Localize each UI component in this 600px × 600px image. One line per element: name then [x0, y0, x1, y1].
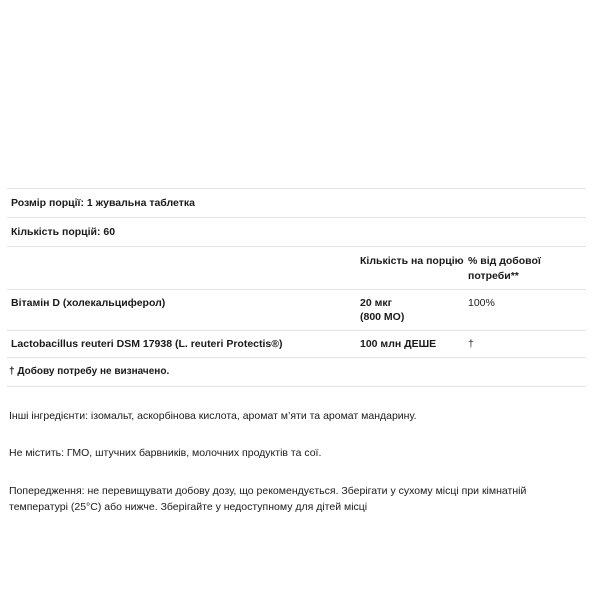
top-spacer: [0, 0, 600, 188]
free-from-text: Не містить: ГМО, штучних барвників, молочних продуктів та сої.: [9, 447, 322, 460]
nutrient-amount-lactobacillus-reuteri: 100 млн ДЕШЕ: [360, 338, 437, 351]
other-ingredients-text: Інші інгредієнти: ізомальт, аскорбінова кислота, аромат м’яти та аромат мандарину.: [9, 409, 417, 422]
table-header-row: [0, 247, 600, 288]
nutrient-amount-vitamin-d-secondary: (800 МО): [360, 310, 405, 323]
nutrient-name-lactobacillus-reuteri: Lactobacillus reuteri DSM 17938 (L. reuteri Protectis®): [11, 338, 283, 351]
nutrient-amount-vitamin-d: [360, 296, 468, 324]
table-header-amount-per-serving: Кількість на порцію: [360, 255, 464, 268]
divider-below-footnote: [7, 386, 586, 387]
servings-per-container-row: Кількість порцій: 60: [11, 226, 116, 239]
nutrient-daily-value-lactobacillus-reuteri: †: [468, 338, 474, 351]
table-header-daily-value: % від добової потреби**: [468, 255, 541, 282]
table-row: [0, 290, 600, 330]
nutrient-amount-vitamin-d-primary: 20 мкг: [360, 296, 392, 309]
nutrient-name-vitamin-d: Вітамін D (холекальциферол): [11, 296, 166, 309]
serving-size-row: Розмір порції: 1 жувальна таблетка: [11, 197, 195, 209]
table-row: [0, 331, 600, 357]
nutrient-daily-value-vitamin-d: 100%: [468, 296, 495, 309]
warning-text: Попередження: не перевищувати добову дозу, що рекомендується. Зберігати у сухому місці при кімнатній температурі (25°С) або нижче. Зберігайте у недоступному для дітей місці: [9, 485, 527, 513]
daily-value-footnote: † Добову потребу не визначено.: [9, 366, 170, 378]
